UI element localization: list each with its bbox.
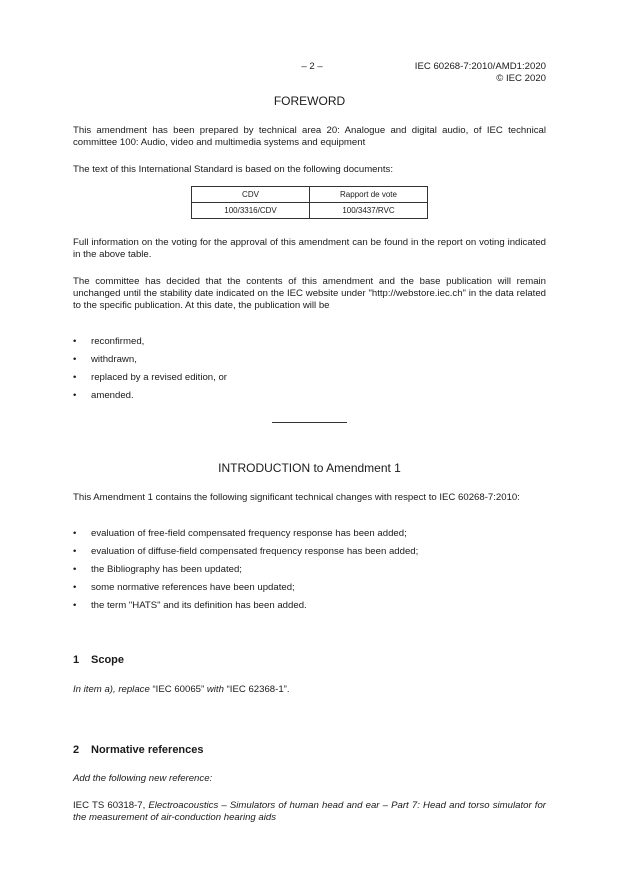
list-item: • the Bibliography has been updated; (73, 564, 242, 575)
scope-number: 1 (73, 654, 80, 666)
bullet-icon: • (73, 336, 77, 347)
scope-instruction: In item a), replace “IEC 60065” with “IEC 62368-1”. (73, 684, 290, 695)
bullet-icon: • (73, 564, 77, 575)
normative-number: 2 (73, 744, 80, 756)
document-id: IEC 60268-7:2010/AMD1:2020 (414, 61, 546, 72)
foreword-paragraph-4: The committee has decided that the contents of this amendment and the base publication will remain unchanged until the stability date indicated on the IEC website under "http://webstore.iec.ch" in the data related to the specific publication. At this date, the publication will be (73, 276, 546, 311)
introduction-title: INTRODUCTION to Amendment 1 (218, 461, 401, 475)
bullet-icon: • (73, 354, 77, 365)
list-item: • the term "HATS" and its definition has been added. (73, 600, 307, 611)
list-item: • reconfirmed, (73, 336, 145, 347)
scope-heading (73, 654, 124, 666)
scope-title: Scope (91, 654, 125, 666)
table-cell-cdv: 100/3316/CDV (192, 203, 310, 219)
table-header-cdv: CDV (192, 187, 310, 203)
page-number: – 2 – (301, 61, 323, 72)
bullet-icon: • (73, 372, 77, 383)
introduction-paragraph: This Amendment 1 contains the following significant technical changes with respect to IEC 60268-7:2010: (73, 492, 520, 503)
bullet-icon: • (73, 600, 77, 611)
list-item: • withdrawn, (73, 354, 137, 365)
table-header-row (192, 187, 428, 203)
section-divider (272, 422, 347, 423)
table-cell-rvc: 100/3437/RVC (310, 203, 428, 219)
foreword-bullet-list (73, 336, 546, 408)
introduction-bullet-list (73, 528, 546, 618)
foreword-paragraph-1: This amendment has been prepared by technical area 20: Analogue and digital audio, of IEC technical committee 100: Audio, video and multimedia systems and equipment (73, 125, 546, 148)
table-header-rapport: Rapport de vote (310, 187, 428, 203)
foreword-paragraph-2: The text of this International Standard is based on the following documents: (73, 164, 393, 175)
normative-instruction: Add the following new reference: (73, 773, 213, 784)
voting-documents-table (191, 186, 428, 219)
copyright-notice: © IEC 2020 (496, 72, 546, 84)
normative-references-heading (73, 744, 204, 756)
table-row (192, 203, 428, 219)
list-item: • amended. (73, 390, 134, 401)
normative-title: Normative references (91, 744, 204, 756)
foreword-title: FOREWORD (273, 94, 346, 108)
normative-reference-entry: IEC TS 60318-7, Electroacoustics – Simulators of human head and ear – Part 7: Head and torso simulator for the measurement of air-conduction hearing aids (73, 800, 546, 823)
bullet-icon: • (73, 528, 77, 539)
list-item: • some normative references have been updated; (73, 582, 295, 593)
document-reference (415, 61, 546, 84)
list-item: • evaluation of diffuse-field compensated frequency response has been added; (73, 546, 419, 557)
bullet-icon: • (73, 546, 77, 557)
bullet-icon: • (73, 390, 77, 401)
bullet-icon: • (73, 582, 77, 593)
foreword-paragraph-3: Full information on the voting for the approval of this amendment can be found in the report on voting indicated in the above table. (73, 237, 546, 260)
list-item: • evaluation of free-field compensated frequency response has been added; (73, 528, 407, 539)
list-item: • replaced by a revised edition, or (73, 372, 227, 383)
